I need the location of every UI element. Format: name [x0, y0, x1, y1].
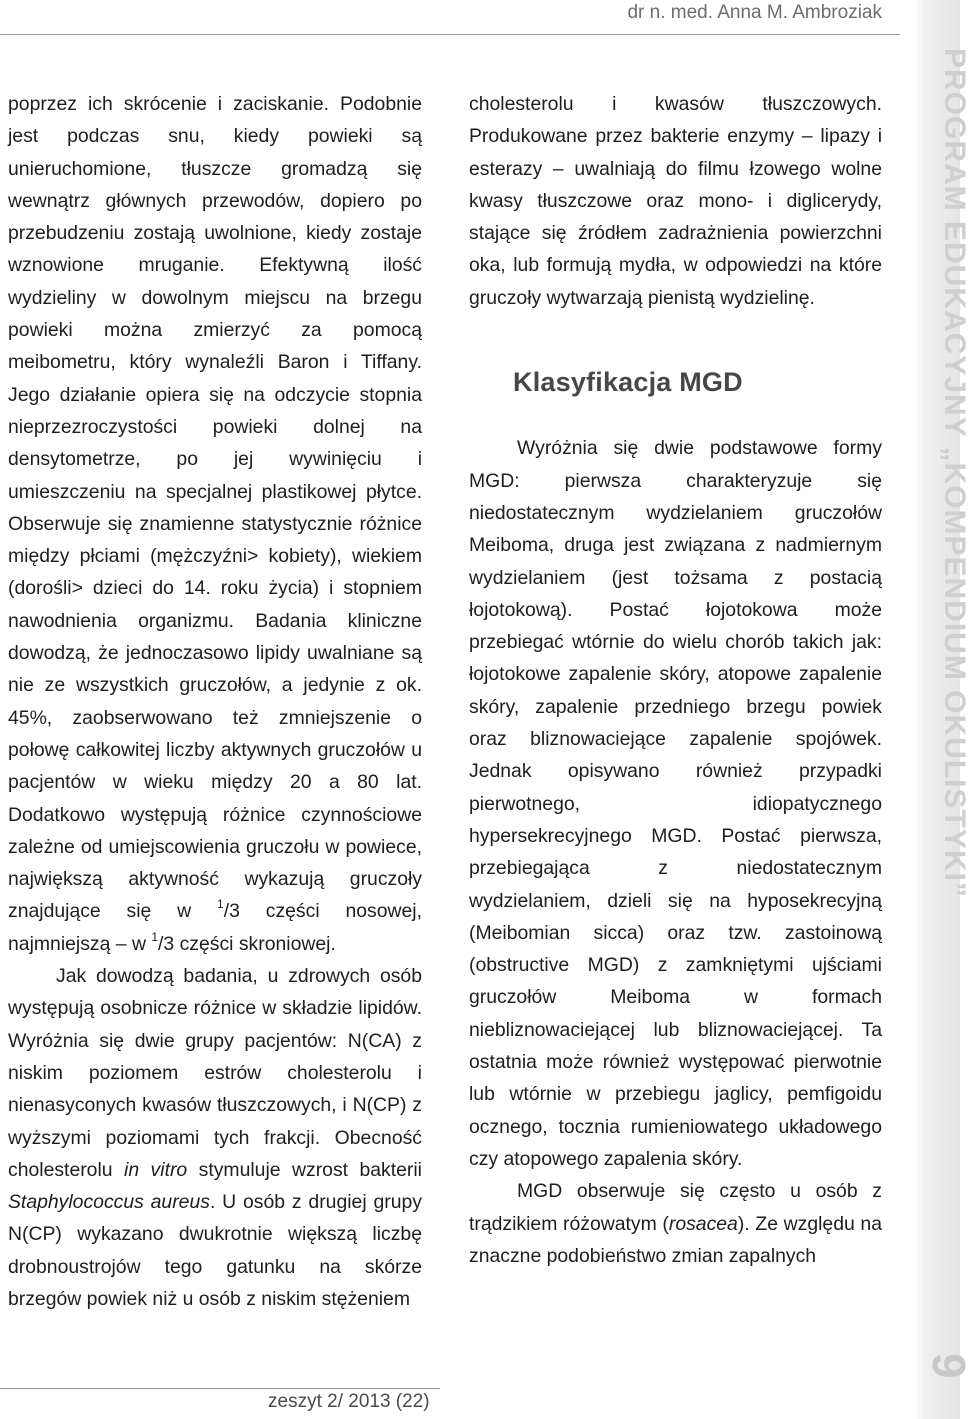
series-title: PROGRAM EDUKACYJNY „KOMPENDIUM OKULISTYKI”: [938, 48, 971, 898]
paragraph: [8, 88, 422, 960]
fraction: [217, 897, 240, 923]
paragraph: [8, 960, 422, 1315]
italic-term: rosacea: [668, 1212, 738, 1235]
paragraph-text: części skroniowej.: [174, 932, 336, 955]
paragraph-text: ). Ze względu na znaczne podobieństwo zmian zapalnych: [469, 1212, 882, 1267]
italic-term: in vitro: [124, 1158, 188, 1181]
fraction-denominator: /3: [158, 932, 175, 955]
section-heading: Klasyfikacja MGD: [513, 367, 743, 398]
paragraph-text: części nosowej, najmniejszą – w: [8, 900, 422, 955]
paragraph-text: poprzez ich skrócenie i zaciskanie. Podobnie jest podczas snu, kiedy powieki są unieruchomione, tłuszcze gromadzą się wewnątrz głównych przewodów, dopiero po przebudzeniu zostają uwolnione, kiedy zostaje wznowione mruganie. Efektywną ilość wydzieliny w dowolnym miejscu na brzegu powieki można zmierzyć za pomocą meibometru, który wynaleźli Baron i Tiffany. Jego działanie opiera się na odczycie stopnia nieprzezroczystości powieki dolnej na densytometrze, po jej wywinięciu i umieszczeniu na specjalnej plastikowej płytce. Obserwuje się znamienne statystycznie różnice między płciami (mężczyźni> kobiety), wiekiem (dorośli> dzieci do 14. roku życia) i stopniem nawodnienia organizmu. Badania kliniczne dowodzą, że jednoczasowo lipidy uwalniane są nie ze wszystkich gruczołów, a jedynie z ok. 45%, zaobserwowano też zmniejszenie o połowę całkowitej liczby aktywnych gruczołów u pacjentów w wieku między 20 a 80 lat. Dodatkowo występują różnice czynnościowe zależne od umiejscowienia gruczołu w powiece, największą aktywność wykazują gruczoły znajdujące się w: [8, 93, 422, 923]
paragraph-text: . U osób z drugiej grupy N(CP) wykazano dwukrotnie większą liczbę drobnoustrojów tego gatunku na skórze brzegów powiek niż u osób z niskim stężeniem: [8, 1191, 422, 1310]
paragraph: Wyróżnia się dwie podstawowe formy MGD: pierwsza charakteryzuje się niedostatecznym wydzielaniem gruczołów Meiboma, druga jest związana z nadmiernym wydzielaniem (jest tożsama z postacią łojotokową). Postać łojotokowa może przebiegać wtórnie do wielu chorób takich jak: łojotokowe zapalenie skóry, atopowe zapalenie skóry, zapalenie przedniego brzegu powiek oraz bliznowaciejące zapalenie spojówek. Jednak opisywano również przypadki pierwotnego, idiopatycznego hypersekrecyjnego MGD. Postać pierwsza, przebiegająca z niedostatecznym wydzielaniem, dzieli się na hyposekrecyjną (Meibomian sicca) oraz tzw. zastoinową (obstructive MGD) z zamkniętymi ujściami gruczołów Meiboma w formach niebliznowaciejącej lub bliznowaciejącej. Ta ostatnia może również występować pierwotnie lub wtórnie w przebiegu jaglicy, pemfigoidu ocznego, tocznia rumieniowatego układowego czy atopowego zapalenia skóry.: [469, 437, 882, 1170]
footer-rule: [0, 1388, 440, 1389]
issue-info: zeszyt 2/ 2013 (22): [268, 1391, 430, 1412]
left-column: [8, 88, 422, 1315]
fraction-numerator: 1: [217, 897, 224, 912]
paragraph-text: stymuluje wzrost bakterii: [187, 1158, 422, 1181]
paragraph: cholesterolu i kwasów tłuszczowych. Produkowane przez bakterie enzymy – lipazy i esterazy – uwalniają do filmu łzowego wolne kwasy tłuszczowe oraz mono- i diglicerydy, stające się źródłem zadrażnienia powierzchni oka, lub formują mydła, w odpowiedzi na które gruczoły wytwarzają pienistą wydzielinę.: [469, 93, 882, 309]
fraction-numerator: 1: [151, 929, 159, 944]
paragraph-text: Jak dowodzą badania, u zdrowych osób występują osobnicze różnice w składzie lipidów. Wyróżnia się dwie grupy pacjentów: N(CA) z niskim poziomem estrów cholesterolu i nienasyconych kwasów tłuszczowych, i N(CP) z wyższymi poziomami tych frakcji. Obecność cholesterolu: [8, 965, 422, 1181]
fraction: [151, 929, 175, 955]
fraction-denominator: /3: [223, 900, 240, 923]
paragraph: [469, 1175, 882, 1272]
author-name: dr n. med. Anna M. Ambroziak: [627, 2, 882, 23]
italic-term: Staphylococcus aureus: [8, 1191, 210, 1214]
page-number: 9: [923, 1353, 975, 1379]
right-column: [469, 88, 882, 1272]
header-rule: [0, 34, 900, 35]
paragraph-text: MGD obserwuje się często u osób z trądzikiem różowatym (: [469, 1180, 882, 1235]
